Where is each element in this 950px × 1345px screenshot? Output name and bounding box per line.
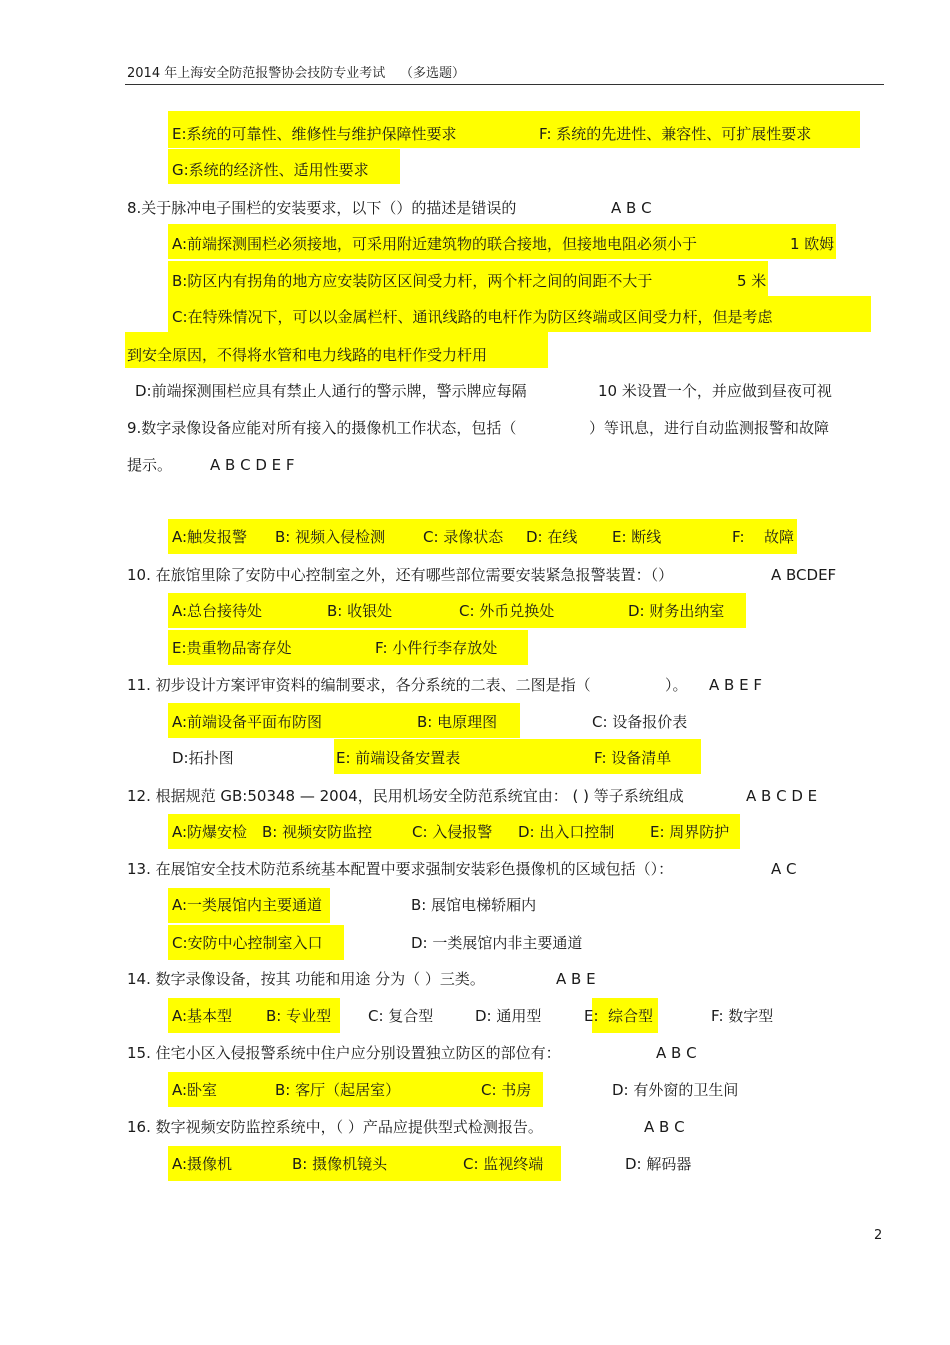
q10-option-b: B: 收银处	[327, 602, 393, 620]
q8-option-d: D:前端探测围栏应具有禁止人通行的警示牌，警示牌应每隔	[135, 382, 527, 400]
q9-option-f-text: 故障	[764, 528, 795, 546]
header-rule	[125, 84, 884, 85]
q8-option-c-line2: 到安全原因，不得将水管和电力线路的电杆作受力杆用	[127, 346, 488, 364]
q8-option-a: A:前端探测围栏必须接地，可采用附近建筑物的联合接地，但接地电阻必须小于	[172, 235, 698, 253]
q10-stem: 10. 在旅馆里除了安防中心控制室之外，还有哪些部位需要安装紧急报警装置：（）	[127, 566, 674, 584]
q14-option-c: C: 复合型	[368, 1007, 434, 1025]
q13-answer: A C	[771, 860, 797, 878]
q13-option-b: B: 展馆电梯轿厢内	[411, 896, 537, 914]
q8-option-b: B:防区内有拐角的地方应安装防区区间受力杆，两个杆之间的间距不大于	[172, 272, 653, 290]
q14-option-b: B: 专业型	[266, 1007, 332, 1025]
q11-option-b: B: 电原理图	[417, 713, 498, 731]
header-title: 2014 年上海安全防范报警协会技防专业考试	[127, 66, 386, 81]
q7-option-f: F: 系统的先进性、兼容性、可扩展性要求	[539, 125, 812, 143]
q11-stem-end: ）。	[665, 676, 688, 694]
q9-stem-end: 提示。	[127, 456, 173, 474]
q8-option-d-cont: 10 米设置一个，并应做到昼夜可视	[598, 382, 832, 400]
q9-option-a: A:触发报警	[172, 528, 248, 546]
q8-stem: 8.关于脉冲电子围栏的安装要求，以下（）的描述是错误的	[127, 199, 517, 217]
q12-option-b: B: 视频安防监控	[262, 823, 373, 841]
q15-answer: A B C	[656, 1044, 697, 1062]
q10-option-e: E:贵重物品寄存处	[172, 639, 292, 657]
q12-option-a: A:防爆安检	[172, 823, 248, 841]
q14-option-e-letter: E:	[584, 1007, 599, 1025]
q9-stem-cont: ）等讯息，进行自动监测报警和故障	[589, 419, 830, 437]
q16-stem: 16. 数字视频安防监控系统中，（ ）产品应提供型式检测报告。	[127, 1118, 543, 1136]
q9-option-b: B: 视频入侵检测	[275, 528, 386, 546]
q14-option-f: F: 数字型	[711, 1007, 774, 1025]
q9-option-c: C: 录像状态	[423, 528, 504, 546]
q9-option-f: F:	[732, 528, 745, 546]
q14-option-d: D: 通用型	[475, 1007, 542, 1025]
q12-option-c: C: 入侵报警	[412, 823, 493, 841]
q14-answer: A B E	[556, 970, 596, 988]
q12-answer: A B C D E	[746, 787, 818, 805]
q15-option-d: D: 有外窗的卫生间	[612, 1081, 739, 1099]
q14-option-a: A:基本型	[172, 1007, 233, 1025]
q11-option-c: C: 设备报价表	[592, 713, 688, 731]
q7-option-e: E:系统的可靠性、维修性与维护保障性要求	[172, 125, 457, 143]
q7-option-g: G:系统的经济性、适用性要求	[172, 161, 369, 179]
q8-option-a-value: 1 欧姆	[790, 235, 835, 253]
q10-option-a: A:总台接待处	[172, 602, 263, 620]
q15-option-b: B: 客厅（起居室）	[275, 1081, 401, 1099]
q14-stem: 14. 数字录像设备，按其 功能和用途 分为（ ）三类。	[127, 970, 485, 988]
q13-stem: 13. 在展馆安全技术防范系统基本配置中要求强制安装彩色摄像机的区域包括（）：	[127, 860, 674, 878]
q9-stem: 9.数字录像设备应能对所有接入的摄像机工作状态，包括（	[127, 419, 517, 437]
q15-stem: 15. 住宅小区入侵报警系统中住户应分别设置独立防区的部位有：	[127, 1044, 561, 1062]
q9-option-d: D: 在线	[526, 528, 578, 546]
q9-option-e: E: 断线	[612, 528, 662, 546]
q12-option-d: D: 出入口控制	[518, 823, 615, 841]
q10-option-f: F: 小件行李存放处	[375, 639, 498, 657]
q10-answer: A BCDEF	[771, 566, 837, 584]
q11-option-d: D:拓扑图	[172, 749, 234, 767]
q11-answer: A B E F	[709, 676, 762, 694]
q10-option-d: D: 财务出纳室	[628, 602, 725, 620]
q9-answer: A B C D E F	[210, 456, 295, 474]
q8-answer: A B C	[611, 199, 652, 217]
q13-option-d: D: 一类展馆内非主要通道	[411, 934, 583, 952]
q15-option-a: A:卧室	[172, 1081, 218, 1099]
q15-option-c: C: 书房	[481, 1081, 532, 1099]
q11-option-f: F: 设备清单	[594, 749, 672, 767]
page-number: 2	[874, 1228, 883, 1243]
q16-option-d: D: 解码器	[625, 1155, 692, 1173]
q12-stem: 12. 根据规范 GB:50348 — 2004，民用机场安全防范系统宜由： ( ) 等子系统组成	[127, 787, 684, 805]
q16-option-c: C: 监视终端	[463, 1155, 544, 1173]
q12-option-e: E: 周界防护	[650, 823, 730, 841]
q13-option-c: C:安防中心控制室入口	[172, 934, 323, 952]
q8-option-c-line1: C:在特殊情况下，可以以金属栏杆、通讯线路的电杆作为防区终端或区间受力杆，但是考虑	[172, 308, 773, 326]
q11-option-e: E: 前端设备安置表	[336, 749, 461, 767]
q11-option-a: A:前端设备平面布防图	[172, 713, 323, 731]
q11-stem: 11. 初步设计方案评审资料的编制要求，各分系统的二表、二图是指（	[127, 676, 591, 694]
q16-answer: A B C	[644, 1118, 685, 1136]
q16-option-b: B: 摄像机镜头	[292, 1155, 388, 1173]
header-subtitle: （多选题）	[400, 66, 466, 81]
q16-option-a: A:摄像机	[172, 1155, 233, 1173]
q13-option-a: A:一类展馆内主要通道	[172, 896, 323, 914]
q8-option-b-value: 5 米	[737, 272, 767, 290]
q14-option-e: 综合型	[608, 1007, 654, 1025]
q10-option-c: C: 外币兑换处	[459, 602, 555, 620]
